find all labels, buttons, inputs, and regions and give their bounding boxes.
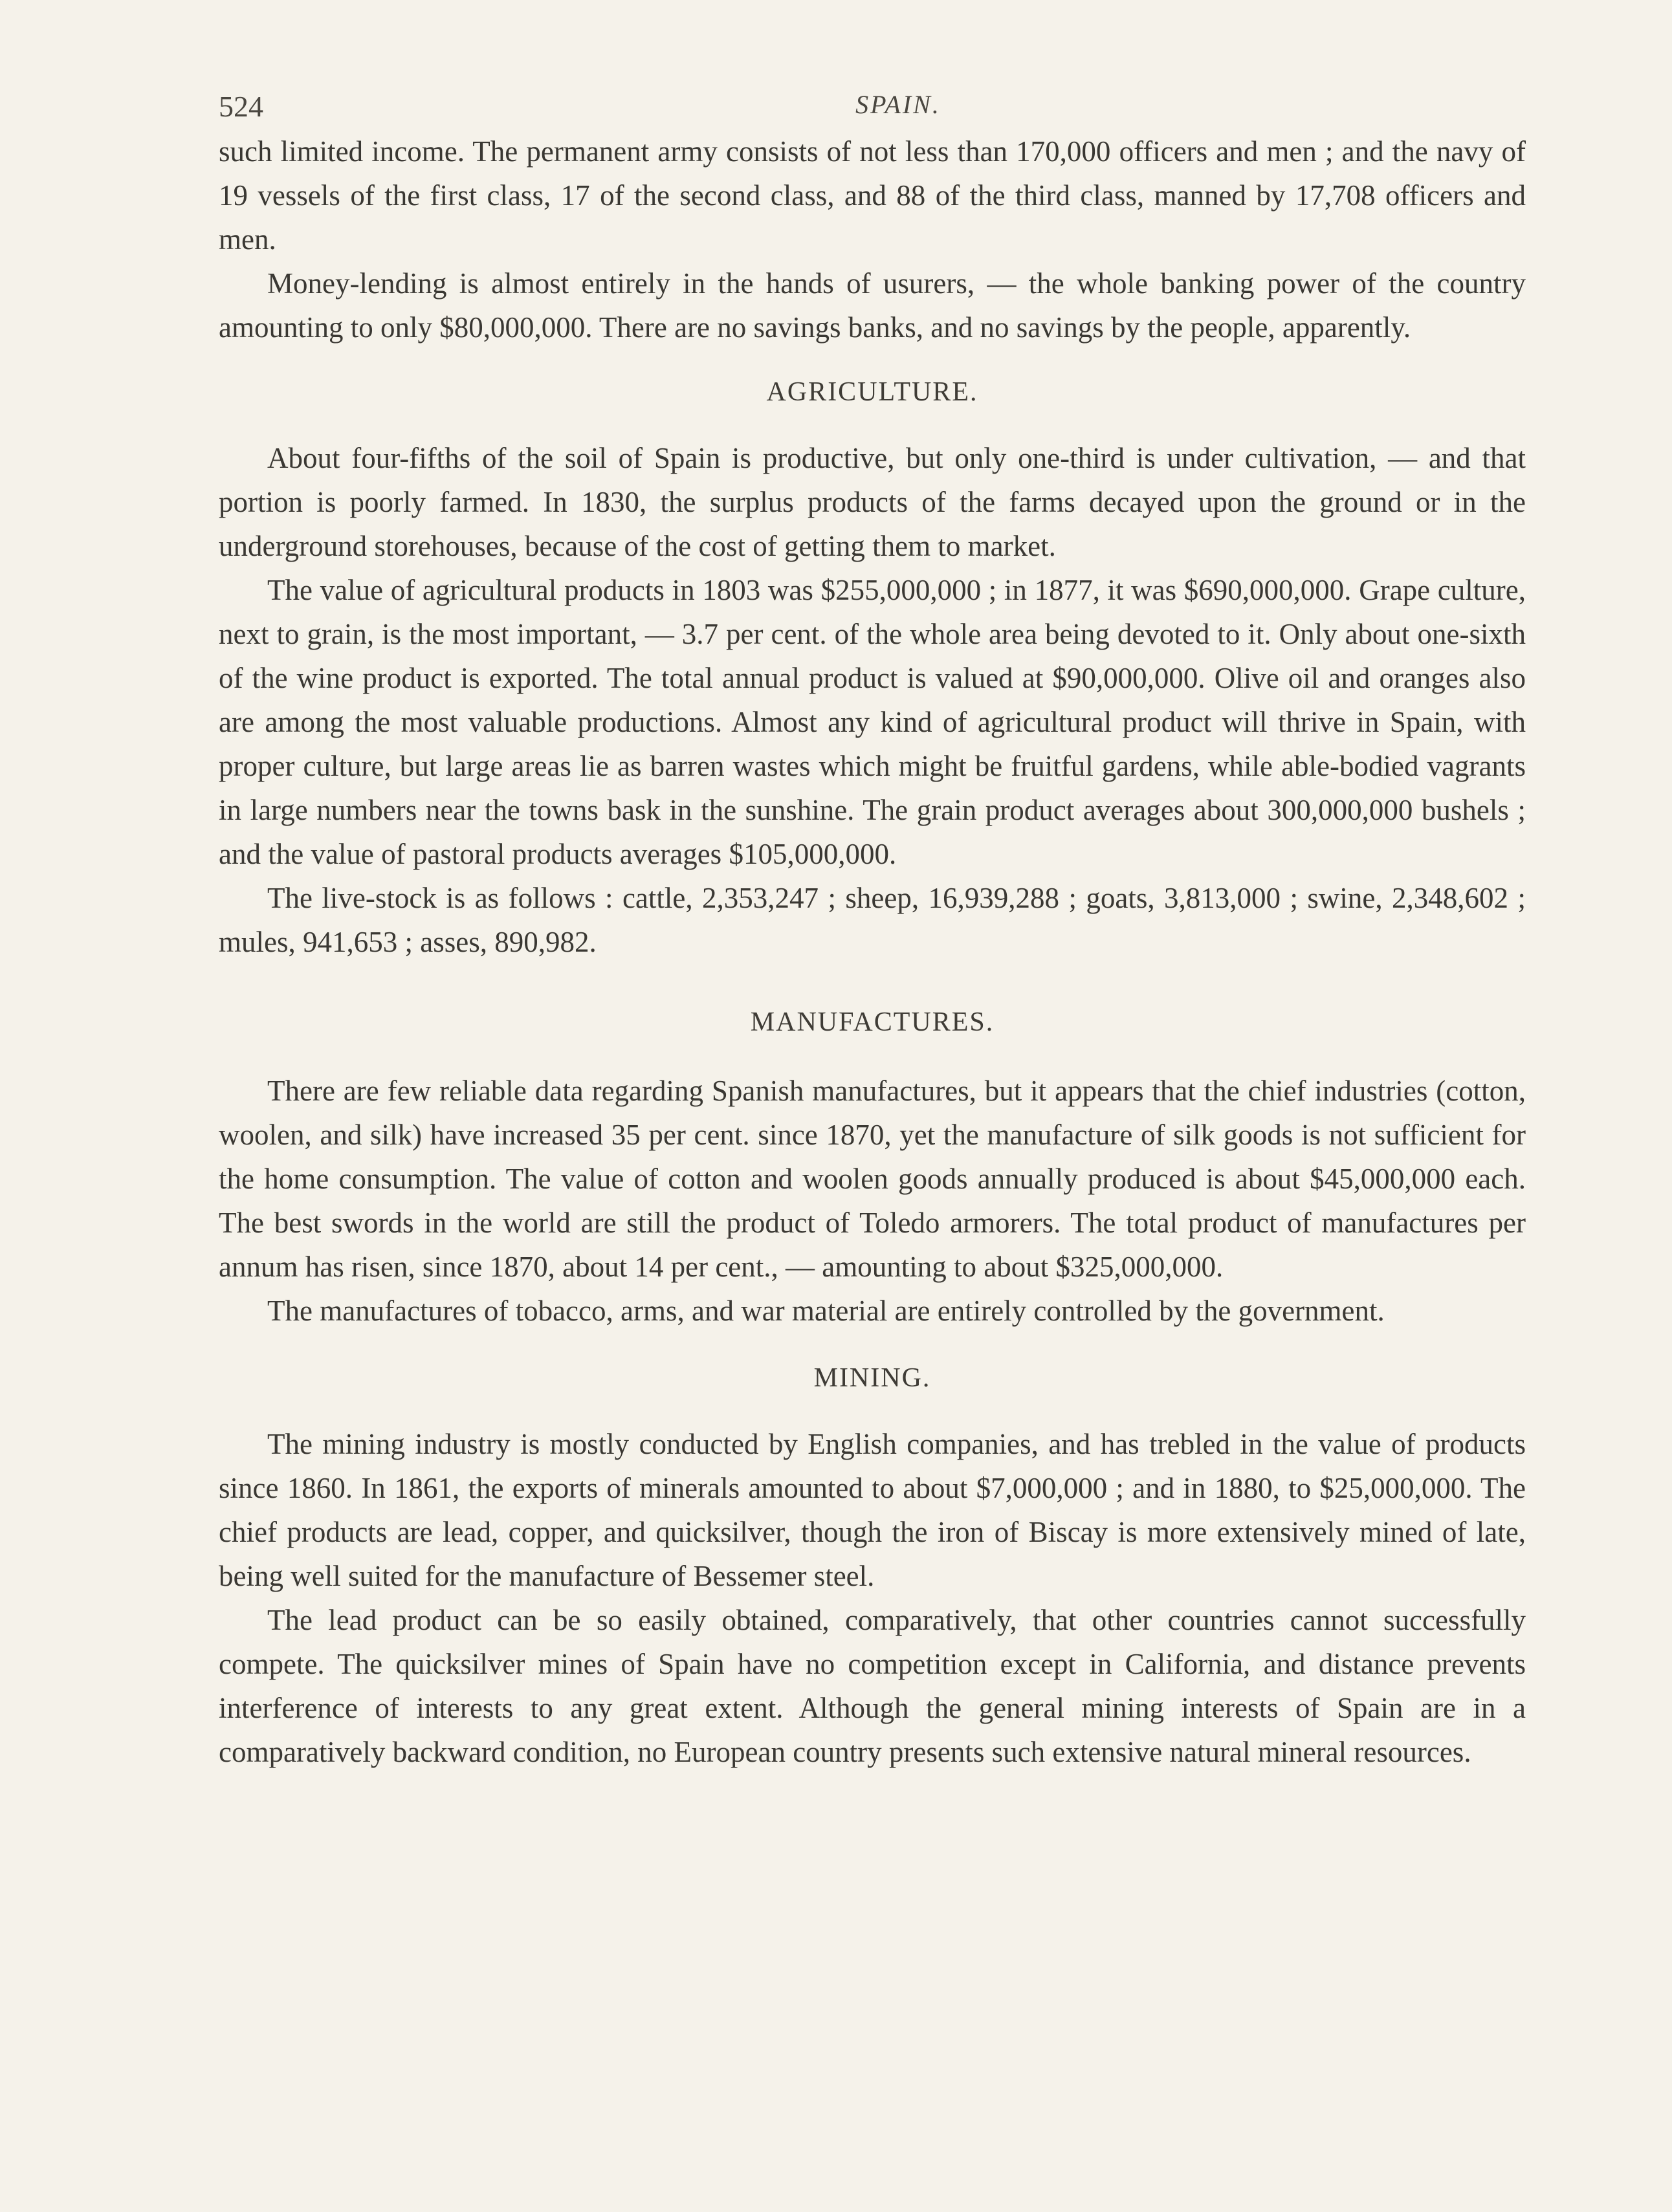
agriculture-section xyxy=(219,377,1526,964)
manufactures-paragraph-government: The manufactures of tobacco, arms, and war material are entirely controlled by the government. xyxy=(267,1295,1385,1327)
intro-section xyxy=(219,129,1526,349)
manufactures-paragraph-industries: There are few reliable data regarding Spanish manufactures, but it appears that the chief industries (cotton, woolen, and silk) have increased 35 per cent. since 1870, yet the manufacture of silk goods is not sufficient for the home consumption. The value of cotton and woolen goods annually produced is about $45,000,000 each. The best swords in the world are still the product of Toledo armorers. The total product of manufactures per annum has risen, since 1870, about 14 per cent., — amounting to about $325,000,000. xyxy=(219,1075,1526,1283)
running-head xyxy=(219,78,1526,129)
agriculture-paragraph-livestock: The live-stock is as follows : cattle, 2,353,247 ; sheep, 16,939,288 ; goats, 3,813,000 ; swine, 2,348,602 ; mules, 941,653 ; asses, 890,982. xyxy=(219,882,1526,958)
section-heading-agriculture: AGRICULTURE. xyxy=(766,377,978,407)
manufactures-section xyxy=(219,1007,1526,1333)
intro-paragraph-money-lending: Money-lending is almost entirely in the hands of usurers, — the whole banking power of the country amounting to only $80,000,000. There are no savings banks, and no savings by the people, apparently. xyxy=(219,267,1526,344)
agriculture-paragraph-value: The value of agricultural products in 1803 was $255,000,000 ; in 1877, it was $690,000,000. Grape culture, next to grain, is the most important, — 3.7 per cent. of the whole area being devoted to it. Only about one-sixth of the wine product is exported. The total annual product is valued at $90,000,000. Olive oil and oranges also are among the most valuable productions. Almost any kind of agricultural product will thrive in Spain, with proper culture, but large areas lie as barren wastes which might be fruitful gardens, while able-bodied vagrants in large numbers near the towns bask in the sunshine. The grain product averages about 300,000,000 bushels ; and the value of pastoral products averages $105,000,000. xyxy=(219,574,1526,870)
page-number: 524 xyxy=(219,90,263,123)
running-title: SPAIN. xyxy=(855,90,941,119)
section-heading-mining: MINING. xyxy=(813,1363,931,1393)
mining-paragraph-industry: The mining industry is mostly conducted by English companies, and has trebled in the value of products since 1860. In 1861, the exports of minerals amounted to about $7,000,000 ; and in 1880, to $25,000,000. The chief products are lead, copper, and quicksilver, though the iron of Biscay is more extensively mined of late, being well suited for the manufacture of Bessemer steel. xyxy=(219,1428,1526,1592)
agriculture-paragraph-soil: About four-fifths of the soil of Spain is productive, but only one-third is under cultivation, — and that portion is poorly farmed. In 1830, the surplus products of the farms decayed upon the ground or in the underground storehouses, because of the cost of getting them to market. xyxy=(219,442,1526,562)
book-page xyxy=(219,78,1526,1774)
mining-section xyxy=(219,1363,1526,1774)
section-heading-manufactures: MANUFACTURES. xyxy=(750,1007,995,1037)
mining-paragraph-lead: The lead product can be so easily obtained, comparatively, that other countries cannot successfully compete. The quicksilver mines of Spain have no competition except in California, and distance prevents interference of interests to any great extent. Although the general mining interests of Spain are in a comparatively backward condition, no European country presents such extensive natural mineral resources. xyxy=(219,1604,1526,1768)
intro-paragraph-army: such limited income. The permanent army consists of not less than 170,000 officers and men ; and the navy of 19 vessels of the first class, 17 of the second class, and 88 of the third class, manned by 17,708 officers and men. xyxy=(219,135,1526,256)
